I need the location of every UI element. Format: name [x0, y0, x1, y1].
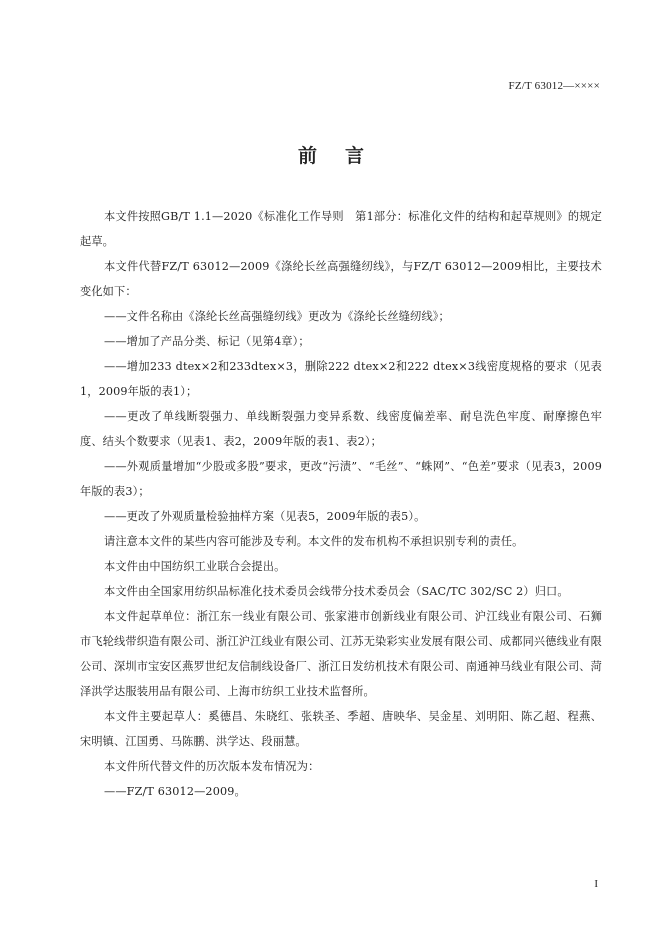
change-item-classification: ——增加了产品分类、标记（见第4章）；: [104, 335, 310, 348]
change-item-appearance: ——外观质量增加“少股或多股”要求，更改“污渍”、“毛丝”、“蛛网”、“色差”要求（见表3，2009年版的表3）；: [80, 460, 602, 498]
paragraph-proposer: 本文件由中国纺织工业联合会提出。: [104, 560, 286, 573]
paragraph-replacement: 本文件代替FZ/T 63012—2009《涤纶长丝高强缝纫线》，与FZ/T 63012—2009相比，主要技术变化如下：: [80, 260, 602, 298]
paragraph-patent-notice: 请注意本文件的某些内容可能涉及专利。本文件的发布机构不承担识别专利的责任。: [104, 535, 524, 548]
change-item-sampling: ——更改了外观质量检验抽样方案（见表5，2009年版的表5）。: [104, 510, 426, 523]
version-item: ——FZ/T 63012—2009。: [104, 785, 246, 798]
change-item-linear-density: ——增加233 dtex×2和233dtex×3，删除222 dtex×2和222 dtex×3线密度规格的要求（见表1，2009年版的表1）；: [80, 360, 602, 398]
paragraph-version-history: 本文件所代替文件的历次版本发布情况为：: [104, 760, 320, 773]
paragraph-committee: 本文件由全国家用纺织品标准化技术委员会线带分技术委员会（SAC/TC 302/SC 2）归口。: [104, 585, 569, 598]
paragraph-drafters: 本文件主要起草人：奚德昌、朱晓红、张轶圣、季超、唐映华、吴金星、刘明阳、陈乙超、程燕、宋明镇、江国勇、马陈鹏、洪学达、段丽慧。: [80, 710, 602, 748]
change-item-strength: ——更改了单线断裂强力、单线断裂强力变异系数、线密度偏差率、耐皂洗色牢度、耐摩擦色牢度、结头个数要求（见表1、表2，2009年版的表1、表2）；: [80, 410, 602, 448]
change-item-name: ——文件名称由《涤纶长丝高强缝纫线》更改为《涤纶长丝缝纫线》；: [104, 310, 450, 323]
standard-number-header: FZ/T 63012—××××: [508, 80, 600, 92]
page-title: 前言: [297, 145, 392, 167]
paragraph-drafting-units: 本文件起草单位：浙江东一线业有限公司、张家港市创新线业有限公司、沪江线业有限公司、石狮市飞轮线带织造有限公司、浙江沪江线业有限公司、江苏无染彩实业发展有限公司、成都同兴德线业有限公司、深圳市宝安区燕罗世纪友信制线设备厂、浙江日发纺机技术有限公司、南通神马线业有限公司、菏泽洪学达服装用品有限公司、上海市纺织工业技术监督所。: [80, 610, 602, 698]
page-number: I: [594, 878, 598, 890]
paragraph-drafting-rules: 本文件按照GB/T 1.1—2020《标准化工作导则 第1部分：标准化文件的结构和起草规则》的规定起草。: [80, 210, 602, 248]
